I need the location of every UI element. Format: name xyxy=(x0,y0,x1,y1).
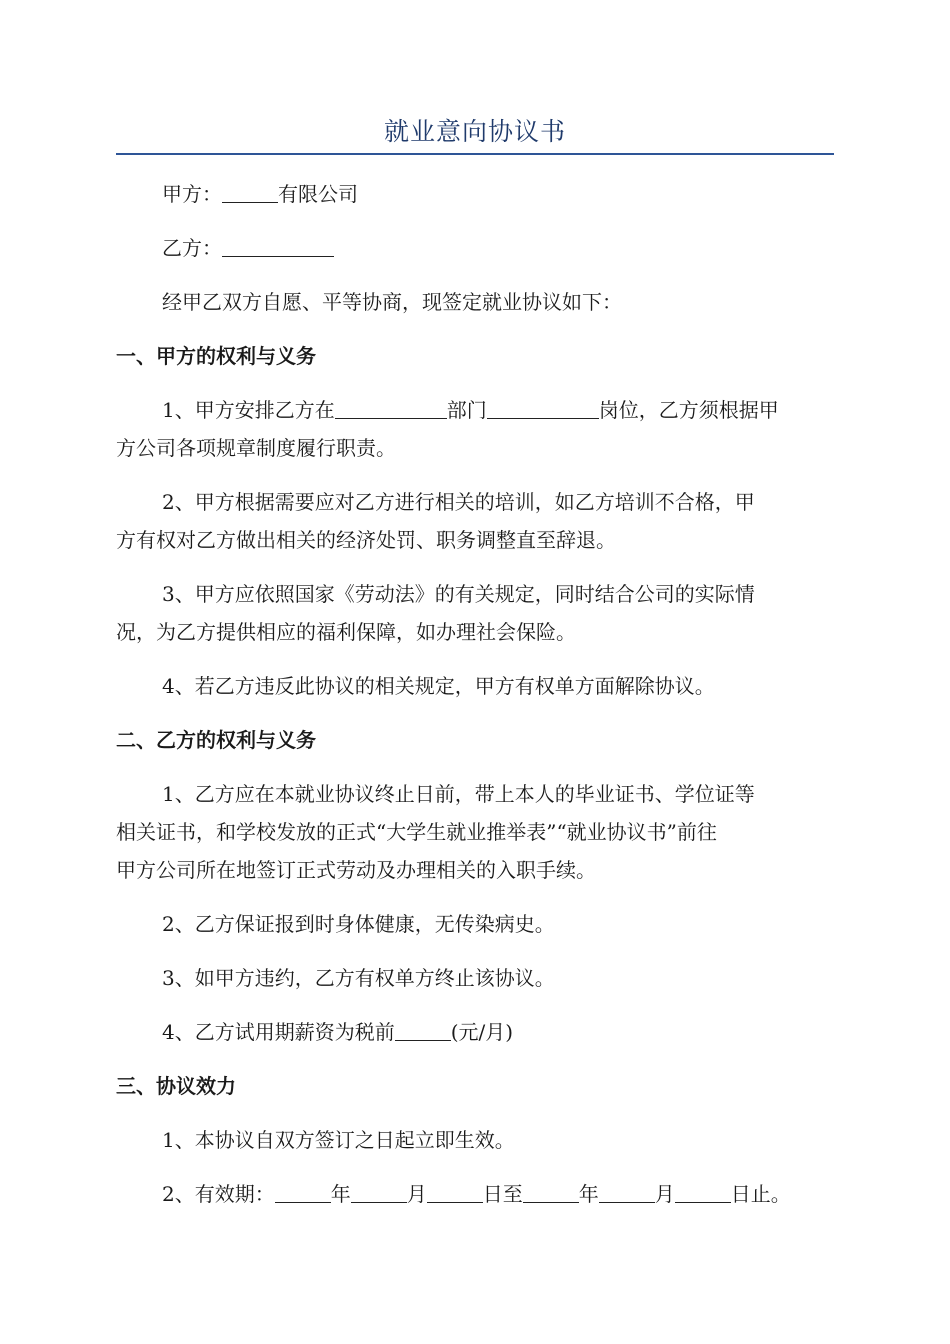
s2-item3: 3、如甲方违约，乙方有权单方终止该协议。 xyxy=(162,966,555,990)
s1-item3-line1: 3、甲方应依照国家《劳动法》的有关规定，同时结合公司的实际情 xyxy=(162,582,755,606)
s2-item1-line3: 甲方公司所在地签订正式劳动及办理相关的入职手续。 xyxy=(116,858,596,882)
party-a-suffix: 有限公司 xyxy=(278,182,358,206)
start-month-label: 月 xyxy=(406,1182,427,1206)
start-day-blank xyxy=(427,1180,483,1203)
section2-heading: 二、乙方的权利与义务 xyxy=(116,728,316,752)
start-day-label: 日至 xyxy=(482,1182,523,1206)
s1-item3-line2: 况，为乙方提供相应的福利保障，如办理社会保险。 xyxy=(116,620,576,644)
party-b-blank xyxy=(222,234,334,257)
start-year-label: 年 xyxy=(330,1182,351,1206)
s1-item1-part2: 部门 xyxy=(446,398,487,422)
end-month-blank xyxy=(599,1180,655,1203)
s1-item2-line1: 2、甲方根据需要应对乙方进行相关的培训，如乙方培训不合格，甲 xyxy=(162,490,755,514)
section1-heading: 一、甲方的权利与义务 xyxy=(116,344,316,368)
s1-item1-line1 xyxy=(162,391,834,429)
s2-item4-part1: 4、乙方试用期薪资为税前 xyxy=(162,1020,395,1044)
s2-item4 xyxy=(162,1013,834,1051)
s2-item1-line2: 相关证书，和学校发放的正式“大学生就业推举表”“就业协议书”前往 xyxy=(116,820,717,844)
section3-heading: 三、协议效力 xyxy=(116,1074,236,1098)
s1-item4: 4、若乙方违反此协议的相关规定，甲方有权单方面解除协议。 xyxy=(162,674,715,698)
s1-item1-line2: 方公司各项规章制度履行职责。 xyxy=(116,436,396,460)
end-month-label: 月 xyxy=(654,1182,675,1206)
end-year-label: 年 xyxy=(578,1182,599,1206)
end-day-label: 日止。 xyxy=(730,1182,791,1206)
party-a-line xyxy=(162,175,834,213)
intro-paragraph: 经甲乙双方自愿、平等协商，现签定就业协议如下： xyxy=(162,290,622,314)
position-blank xyxy=(487,396,599,419)
s2-item2: 2、乙方保证报到时身体健康，无传染病史。 xyxy=(162,912,555,936)
salary-blank xyxy=(395,1018,451,1041)
end-day-blank xyxy=(675,1180,731,1203)
s1-item1-part1: 1、甲方安排乙方在 xyxy=(162,398,335,422)
party-a-label: 甲方： xyxy=(162,182,222,206)
party-b-label: 乙方： xyxy=(162,236,222,260)
s1-item1-part3: 岗位，乙方须根据甲 xyxy=(598,398,779,422)
party-b-line xyxy=(162,229,834,267)
s2-item4-part2: (元/月) xyxy=(450,1020,514,1044)
start-year-blank xyxy=(275,1180,331,1203)
document-title: 就业意向协议书 xyxy=(383,117,566,146)
s3-item1: 1、本协议自双方签订之日起立即生效。 xyxy=(162,1128,515,1152)
s3-item2-part1: 2、有效期： xyxy=(162,1182,275,1206)
title-underline xyxy=(116,153,834,155)
party-a-blank xyxy=(222,180,278,203)
department-blank xyxy=(335,396,447,419)
start-month-blank xyxy=(351,1180,407,1203)
end-year-blank xyxy=(523,1180,579,1203)
s2-item1-line1: 1、乙方应在本就业协议终止日前，带上本人的毕业证书、学位证等 xyxy=(162,782,755,806)
s1-item2-line2: 方有权对乙方做出相关的经济处罚、职务调整直至辞退。 xyxy=(116,528,616,552)
s3-item2 xyxy=(162,1175,834,1213)
